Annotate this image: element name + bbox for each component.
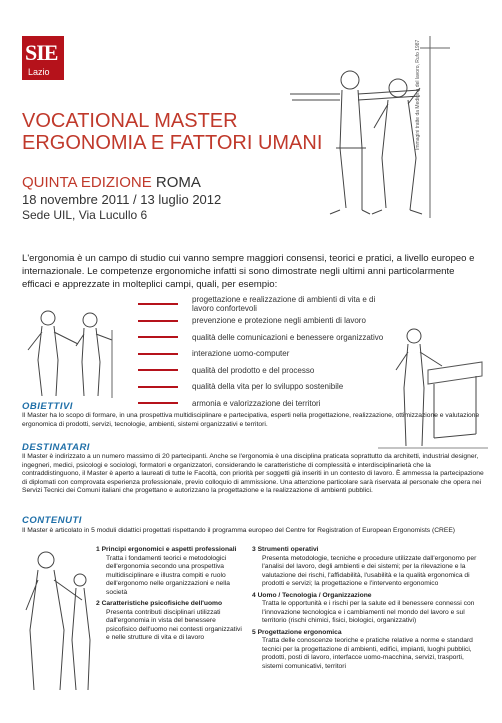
list-item: progettazione e realizzazione di ambienti di vita e di lavoro confortevoli xyxy=(138,296,398,313)
doctor-illustration xyxy=(16,540,98,700)
title-line-1: VOCATIONAL MASTER xyxy=(22,110,238,132)
module-1: 1 Principi ergonomici e aspetti professionali Tratta i fondamenti teorici e metodologici dell'ergonomia secondo una prospettiva multidisciplinare e illustra compiti e ruolo dell'ergonomo nelle organizzazioni e nella società xyxy=(96,546,237,596)
edition xyxy=(22,174,201,191)
obiettivi-heading: OBIETTIVI xyxy=(22,401,73,412)
contenuti-heading: CONTENUTI xyxy=(22,515,82,526)
contenuti-text: Il Master è articolato in 5 moduli didattici progettati rispettando il programma europeo del Centre for Registration of European Ergonomists (CREE) xyxy=(22,527,456,534)
logo-region: Lazio xyxy=(28,67,50,77)
sie-logo xyxy=(22,36,64,80)
modules-column-left xyxy=(96,546,244,646)
course-dates: 18 novembre 2011 / 13 luglio 2012 xyxy=(22,192,222,207)
image-credit: Immagini tratte da Medicina del lavoro, Rufo 1987 xyxy=(415,39,421,150)
modules-column-right xyxy=(252,546,480,674)
title-line-2: ERGONOMIA E FATTORI UMANI xyxy=(22,132,323,154)
workstation-illustration xyxy=(378,318,488,453)
logo-text: SIE xyxy=(25,40,58,65)
examination-illustration xyxy=(18,300,128,400)
edition-label: QUINTA EDIZIONE xyxy=(22,174,152,191)
intro-paragraph: L'ergonomia è un campo di studio cui vanno sempre maggiori consensi, teorici e pratici, a livello europeo e internazionale. Le competenze ergonomiche infatti si sono dimostrate negli ultimi anni particolarmente efficaci e apprezzate in molteplici campi, quali, per esempio: xyxy=(22,253,475,290)
list-item: qualità del prodotto e del processo xyxy=(138,362,398,379)
course-venue: Sede UIL, Via Lucullo 6 xyxy=(22,208,148,222)
list-item: prevenzione e protezione negli ambienti di lavoro xyxy=(138,313,398,330)
destinatari-text: Il Master è indirizzato a un numero massimo di 20 partecipanti. Anche se l'ergonomia è una disciplina praticata soprattutto da architetti, industrial designer, ingegneri, medici, psicologi e sociologi, formatori e organizzatori, considerando le caratteristiche di complessità e interdisciplinarietà che la contraddistinguono, il Master è aperto a laureati di tutte le Facoltà, con priorità per soggetti già inseriti in un contesto di lavoro. È ammessa la partecipazione di diplomati con comprovata esperienza professionale, previo colloquio di ammissione. Una attenzione particolare sarà riservata al personale che opera nei Servizi Tecnici dei Comuni italiani che progettano e autorizzano la progettazione e la realizzazione di ambienti pubblici. xyxy=(22,453,484,495)
module-5: 5 Progettazione ergonomica Tratta delle conoscenze teoriche e pratiche relative a norme e standard tecnici per la progettazione di ambienti, edifici, impianti, luoghi pubblici, prodotti, posti di lavoro, interfacce uomo-macchina, servizi, trasporti, sistemi comunicativi, territori xyxy=(252,628,473,670)
module-4: 4 Uomo / Tecnologia / Organizzazione Tratta le opportunità e i rischi per la salute ed il benessere connessi con l'innovazione tecnologica e i cambiamenti nel mondo del lavoro e sul territorio (rischi chimici, fisici, biologici, organizzativi) xyxy=(252,591,475,624)
application-fields-list xyxy=(138,296,398,412)
list-item: qualità delle comunicazioni e benessere organizzativo xyxy=(138,329,398,346)
list-item: armonia e valorizzazione dei territori xyxy=(138,395,398,412)
list-item: interazione uomo-computer xyxy=(138,346,398,363)
destinatari-heading: DESTINATARI xyxy=(22,442,90,453)
module-3: 3 Strumenti operativi Presenta metodologie, tecniche e procedure utilizzate dall'ergonomo per l'analisi del lavoro, degli ambienti e dei sistemi; per la rilevazione e la valutazione dei rischi, l'affidabilità, l'usabilità e la qualità ergonomica di prodotti e servizi; la progettazione e l'intervento ergonomico xyxy=(252,546,477,587)
edition-city: ROMA xyxy=(155,174,201,191)
module-2: 2 Caratteristiche psicofisiche dell'uomo Presenta contributi disciplinari utilizzati dall'ergonomia in vista del benessere psicofisico dell'uomo nei contesti organizzativi e nelle strutture di vita e di lavoro xyxy=(96,600,242,641)
obiettivi-text: Il Master ha lo scopo di formare, in una prospettiva multidisciplinare e partecipativa, esperti nella progettazione, realizzazione, ottimizzazione e valutazione ergonomica di prodotti, servizi, tecnologie, ambienti, sistemi organizzativi e territori. xyxy=(22,412,480,428)
measurement-illustration xyxy=(270,28,470,223)
list-item: qualità della vita per lo sviluppo sostenibile xyxy=(138,379,398,396)
